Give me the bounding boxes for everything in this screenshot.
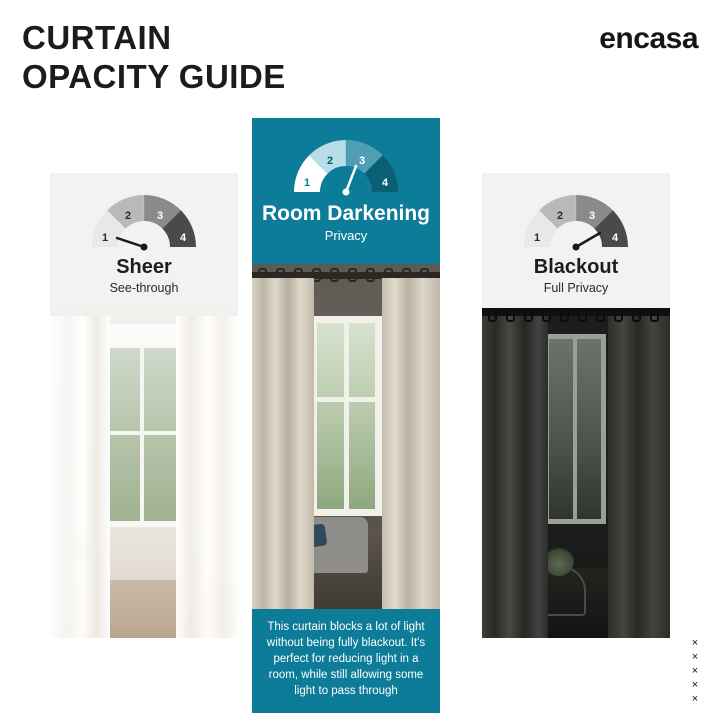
- svg-text:3: 3: [156, 210, 164, 222]
- svg-text:3: 3: [588, 210, 596, 222]
- gauge-sheer: [80, 187, 208, 251]
- card-blackout-header: [482, 173, 670, 308]
- svg-text:4: 4: [179, 232, 187, 244]
- curtain-left-sheer: [50, 316, 110, 638]
- brand-logo: encasa: [599, 22, 698, 55]
- svg-text:1: 1: [101, 232, 109, 244]
- curtain-rings-blackout: [482, 308, 670, 324]
- card-room-header: [252, 118, 440, 264]
- opacity-gauge-icon: [80, 187, 208, 251]
- curtain-left-room: [252, 278, 314, 609]
- corner-mark: ×: [691, 665, 699, 677]
- svg-text:1: 1: [303, 177, 311, 189]
- svg-text:4: 4: [611, 232, 619, 244]
- card-blackout[interactable]: [482, 173, 670, 638]
- opacity-cards: [0, 118, 720, 698]
- corner-mark: ×: [691, 679, 699, 691]
- svg-text:2: 2: [326, 155, 334, 167]
- card-room-subtitle: Privacy: [324, 228, 368, 243]
- gauge-blackout: [512, 187, 640, 251]
- card-sheer-subtitle: See-through: [109, 281, 179, 295]
- card-blackout-subtitle: Full Privacy: [543, 281, 609, 295]
- corner-mark: ×: [691, 637, 699, 649]
- card-sheer[interactable]: [50, 173, 238, 638]
- window-blackout: [544, 334, 606, 524]
- card-room-darkening[interactable]: [252, 118, 440, 713]
- card-room-photo: [252, 264, 440, 609]
- window-room: [310, 316, 382, 516]
- curtain-right-blackout: [608, 308, 670, 638]
- curtain-right-room: [382, 278, 440, 609]
- card-blackout-photo: [482, 308, 670, 638]
- plant-blackout: [544, 546, 574, 576]
- svg-text:1: 1: [533, 232, 541, 244]
- corner-mark: ×: [691, 693, 699, 705]
- card-sheer-header: [50, 173, 238, 308]
- corner-mark: ×: [691, 651, 699, 663]
- svg-text:4: 4: [381, 177, 389, 189]
- card-sheer-title: Sheer: [116, 256, 172, 278]
- gauge-room-darkening: [282, 132, 410, 196]
- corner-marks: [684, 636, 706, 706]
- window-sheer: [102, 342, 182, 527]
- svg-text:2: 2: [556, 210, 564, 222]
- card-room-caption: This curtain blocks a lot of light without being fully blackout. It's perfect for reducing light in a room, while still allowing some light to pass through: [252, 609, 440, 713]
- opacity-gauge-icon: [282, 132, 410, 196]
- opacity-gauge-icon: [512, 187, 640, 251]
- card-blackout-title: Blackout: [533, 256, 619, 278]
- page-header: [0, 0, 720, 118]
- curtain-right-sheer: [176, 316, 238, 638]
- curtain-left-blackout: [482, 308, 548, 638]
- page-title-line2: OPACITY GUIDE: [22, 58, 286, 95]
- page-title: [22, 18, 286, 96]
- svg-text:2: 2: [124, 210, 132, 222]
- svg-text:3: 3: [358, 155, 366, 167]
- page-title-line1: CURTAIN: [22, 19, 172, 56]
- card-room-title: Room Darkening: [261, 202, 431, 225]
- card-sheer-photo: [50, 308, 238, 638]
